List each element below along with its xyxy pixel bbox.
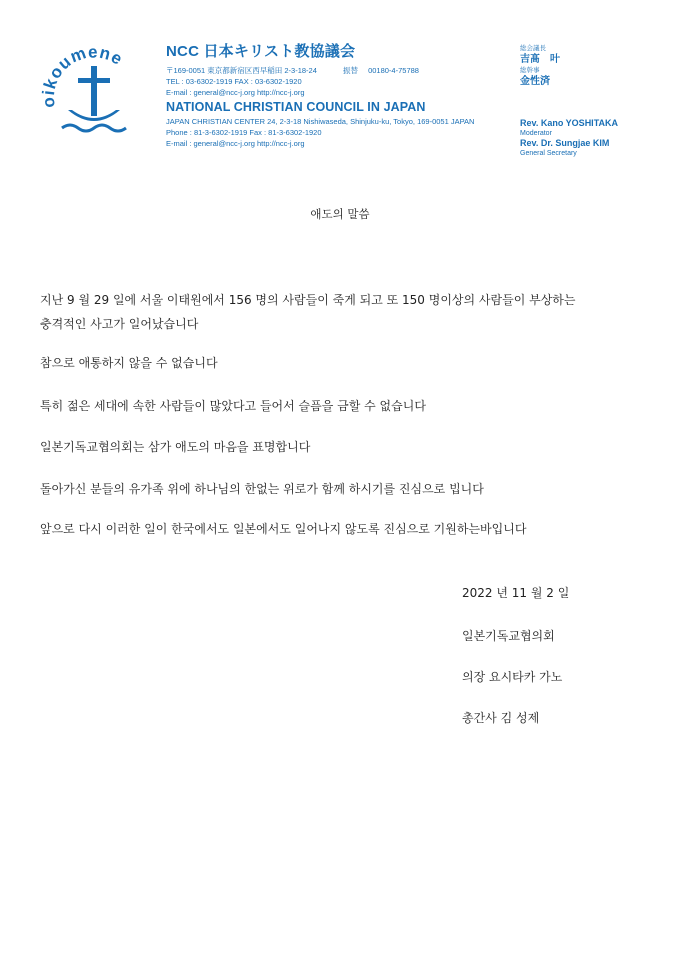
english-address: JAPAN CHRISTIAN CENTER 24, 2-3-18 Nishiwaseda, Shinjuku-ku, Tokyo, 169-0051 JAPAN: [166, 117, 475, 126]
japanese-tel-fax: TEL : 03-6302-1919 FAX : 03-6302-1920: [166, 77, 302, 86]
oikoumene-logo: [38, 36, 150, 148]
english-phone-fax: Phone : 81-3-6302-1919 Fax : 81-3-6302-1920: [166, 128, 322, 137]
ncc-english-title: NATIONAL CHRISTIAN COUNCIL IN JAPAN: [166, 100, 426, 114]
ncc-japanese-title: NCC 日本キリスト教協議会: [166, 43, 356, 60]
signature-moderator: 의장 요시타카 가노: [462, 670, 563, 684]
signature-date: 2022 년 11 월 2 일: [462, 586, 570, 600]
paragraph-2: 참으로 애통하지 않을 수 없습니다: [40, 356, 218, 370]
signature-secretary: 총간사 김 성제: [462, 711, 540, 725]
japanese-address: 〒169-0051 東京都新宿区西早稲田 2-3-18-24: [166, 66, 317, 75]
secretary-name-en: Rev. Dr. Sungjae KIM: [520, 138, 610, 148]
english-email-web: E-mail : general@ncc-j.org http://ncc-j.org: [166, 139, 305, 148]
paragraph-1-line-1: 지난 9 월 29 일에 서울 이태원에서 156 명의 사람들이 죽게 되고 또 150 명이상의 사람들이 부상하는: [40, 293, 576, 307]
moderator-name-en: Rev. Kano YOSHITAKA: [520, 118, 619, 128]
secretary-role-en: General Secretary: [520, 150, 577, 157]
paragraph-4: 일본기독교협의회는 삼가 애도의 마음을 표명합니다: [40, 440, 311, 454]
moderator-role-jp: 総会議長: [520, 45, 546, 52]
japanese-email-web: E-mail : general@ncc-j.org http://ncc-j.org: [166, 88, 305, 97]
paragraph-3: 특히 젊은 세대에 속한 사람들이 많았다고 들어서 슬픔을 금할 수 없습니다: [40, 399, 426, 413]
document-title: 애도의 말씀: [310, 207, 370, 221]
letterhead-english: [166, 100, 474, 149]
svg-text:oikoumene: [39, 42, 127, 108]
paragraph-1-line-2: 충격적인 사고가 일어났습니다: [40, 317, 199, 331]
paragraph-6: 앞으로 다시 이러한 일이 한국에서도 일본에서도 일어나지 않도록 진심으로 기원하는바입니다: [40, 522, 527, 536]
letterhead-japanese: [166, 40, 419, 98]
furikae-number: 00180-4-75788: [368, 66, 419, 75]
paragraph-5: 돌아가신 분들의 유가족 위에 하나님의 한없는 위로가 함께 하시기를 진심으로 빕니다: [40, 482, 484, 496]
officers-block: [520, 44, 618, 158]
secretary-role-jp: 総幹事: [520, 67, 540, 74]
japanese-address-row: [166, 65, 419, 76]
letterhead: [0, 0, 680, 160]
secretary-name-jp: 金性済: [520, 76, 550, 87]
signature-organization: 일본기독교협의회: [462, 629, 555, 643]
furikae-label: 振替: [342, 66, 358, 75]
moderator-name-jp: 吉髙 叶: [520, 54, 560, 65]
moderator-role-en: Moderator: [520, 130, 552, 137]
logo-text: oikoumene: [38, 42, 127, 109]
